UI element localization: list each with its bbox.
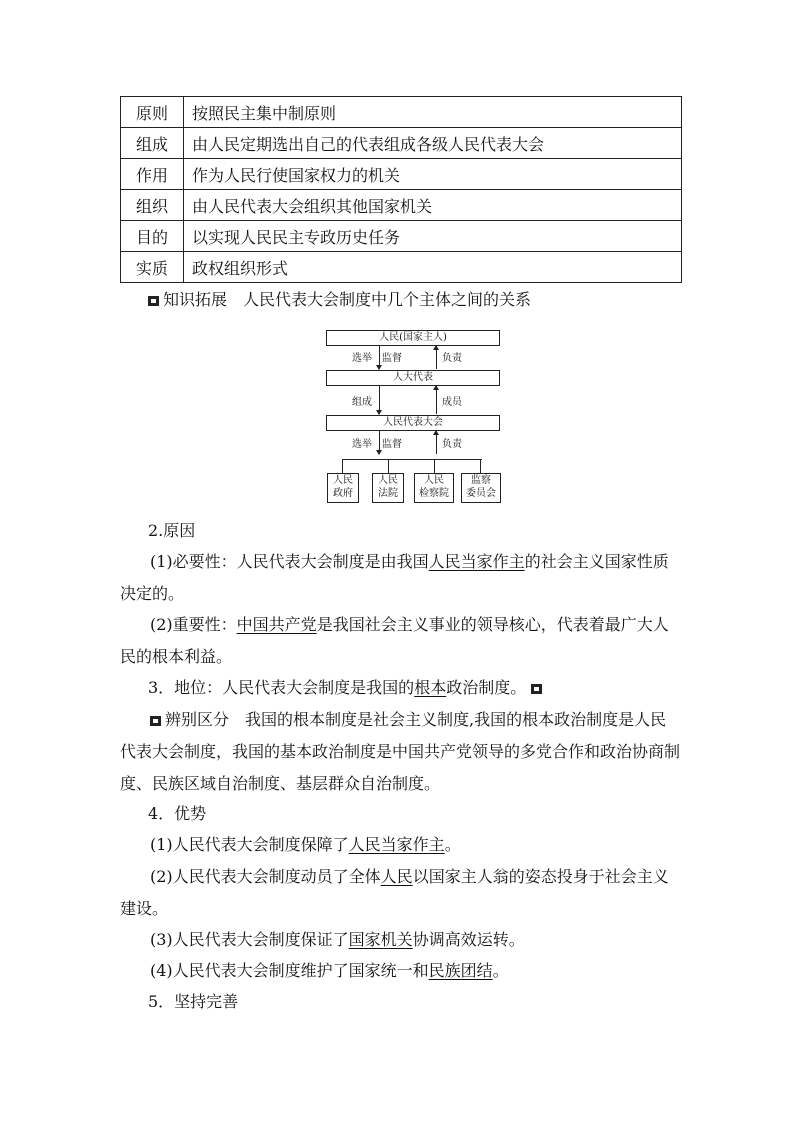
table-row — [121, 128, 682, 159]
arrow-up — [436, 346, 437, 369]
table-row — [121, 221, 682, 252]
organ-box-supervision: 监察 委员会 — [461, 473, 501, 503]
table-value: 以实现人民民主专政历史任务 — [184, 221, 682, 252]
table-key: 组织 — [121, 190, 184, 221]
section-2-heading: 2.原因 — [148, 521, 196, 540]
table-value: 按照民主集中制原则 — [184, 97, 682, 128]
section-3: 3．地位：人民代表大会制度是我国的根本政治制度。 — [148, 672, 680, 704]
connector-line — [480, 459, 481, 473]
arrow-up — [436, 386, 437, 414]
diagram-congress-box: 人民代表大会 — [326, 415, 500, 431]
knowledge-heading — [148, 287, 531, 310]
relationship-diagram — [322, 325, 502, 505]
connector-line — [342, 459, 343, 473]
table-value: 作为人民行使国家权力的机关 — [184, 159, 682, 190]
section-4-heading: 4．优势 — [148, 804, 207, 823]
table-value: 政权组织形式 — [184, 252, 682, 283]
arrow-down — [379, 346, 380, 369]
tag-icon — [150, 716, 161, 726]
section-4-para-1: (1)人民代表大会制度保障了人民当家作主。 — [150, 835, 461, 854]
table-key: 组成 — [121, 128, 184, 159]
distinguish-para: 辨别区分 我国的根本制度是社会主义制度,我国的根本政治制度是人民代表大会制度，我国的基本政治制度是中国共产党领导的多党合作和政治协商制度、民族区域自治制度、基层群众自治制度。 — [120, 710, 681, 793]
table-row — [121, 252, 682, 283]
arrow-up — [436, 431, 437, 454]
organ-box-court: 人民 法院 — [372, 473, 404, 503]
knowledge-tag: 知识拓展 — [163, 290, 228, 309]
section-5-heading: 5．坚持完善 — [148, 992, 239, 1011]
table-value: 由人民代表大会组织其他国家机关 — [184, 190, 682, 221]
table-key: 原则 — [121, 97, 184, 128]
diagram-label: 组成 — [352, 397, 372, 408]
section-2-para-2: (2)重要性：中国共产党是我国社会主义事业的领导核心，代表着最广大人民的根本利益。 — [120, 615, 669, 666]
table-value: 由人民定期选出自己的代表组成各级人民代表大会 — [184, 128, 682, 159]
connector-line — [388, 459, 389, 473]
arrow-down — [379, 431, 380, 454]
organ-box-government: 人民 政府 — [327, 473, 359, 503]
organ-box-procuratorate: 人民 检察院 — [414, 473, 454, 503]
section-2-para-1: (1)必要性：人民代表大会制度是由我国人民当家作主的社会主义国家性质决定的。 — [120, 552, 669, 603]
table-key: 实质 — [121, 252, 184, 283]
connector-line — [342, 459, 482, 460]
diagram-label: 监督 — [382, 353, 402, 364]
table-row — [121, 159, 682, 190]
section-4-para-3: (3)人民代表大会制度保证了国家机关协调高效运转。 — [150, 930, 525, 949]
connector-line — [434, 459, 435, 473]
diagram-label: 负责 — [442, 439, 462, 450]
diagram-deputies-box: 人大代表 — [326, 370, 500, 386]
diagram-label: 成员 — [442, 397, 462, 408]
tag-icon — [148, 296, 159, 306]
diagram-people-box: 人民(国家主人) — [326, 330, 500, 346]
diagram-label: 监督 — [382, 439, 402, 450]
diagram-label: 负责 — [442, 353, 462, 364]
table-row — [121, 97, 682, 128]
table-key: 目的 — [121, 221, 184, 252]
knowledge-title: 人民代表大会制度中几个主体之间的关系 — [243, 290, 532, 309]
table-row — [121, 190, 682, 221]
features-table — [120, 96, 682, 283]
arrow-down — [379, 386, 380, 414]
section-4-para-2: (2)人民代表大会制度动员了全体人民以国家主人翁的姿态投身于社会主义建设。 — [120, 867, 669, 918]
diagram-label: 选举 — [352, 353, 372, 364]
diagram-label: 选举 — [352, 439, 372, 450]
tag-icon — [531, 684, 542, 694]
table-key: 作用 — [121, 159, 184, 190]
section-4-para-4: (4)人民代表大会制度维护了国家统一和民族团结。 — [150, 961, 509, 980]
